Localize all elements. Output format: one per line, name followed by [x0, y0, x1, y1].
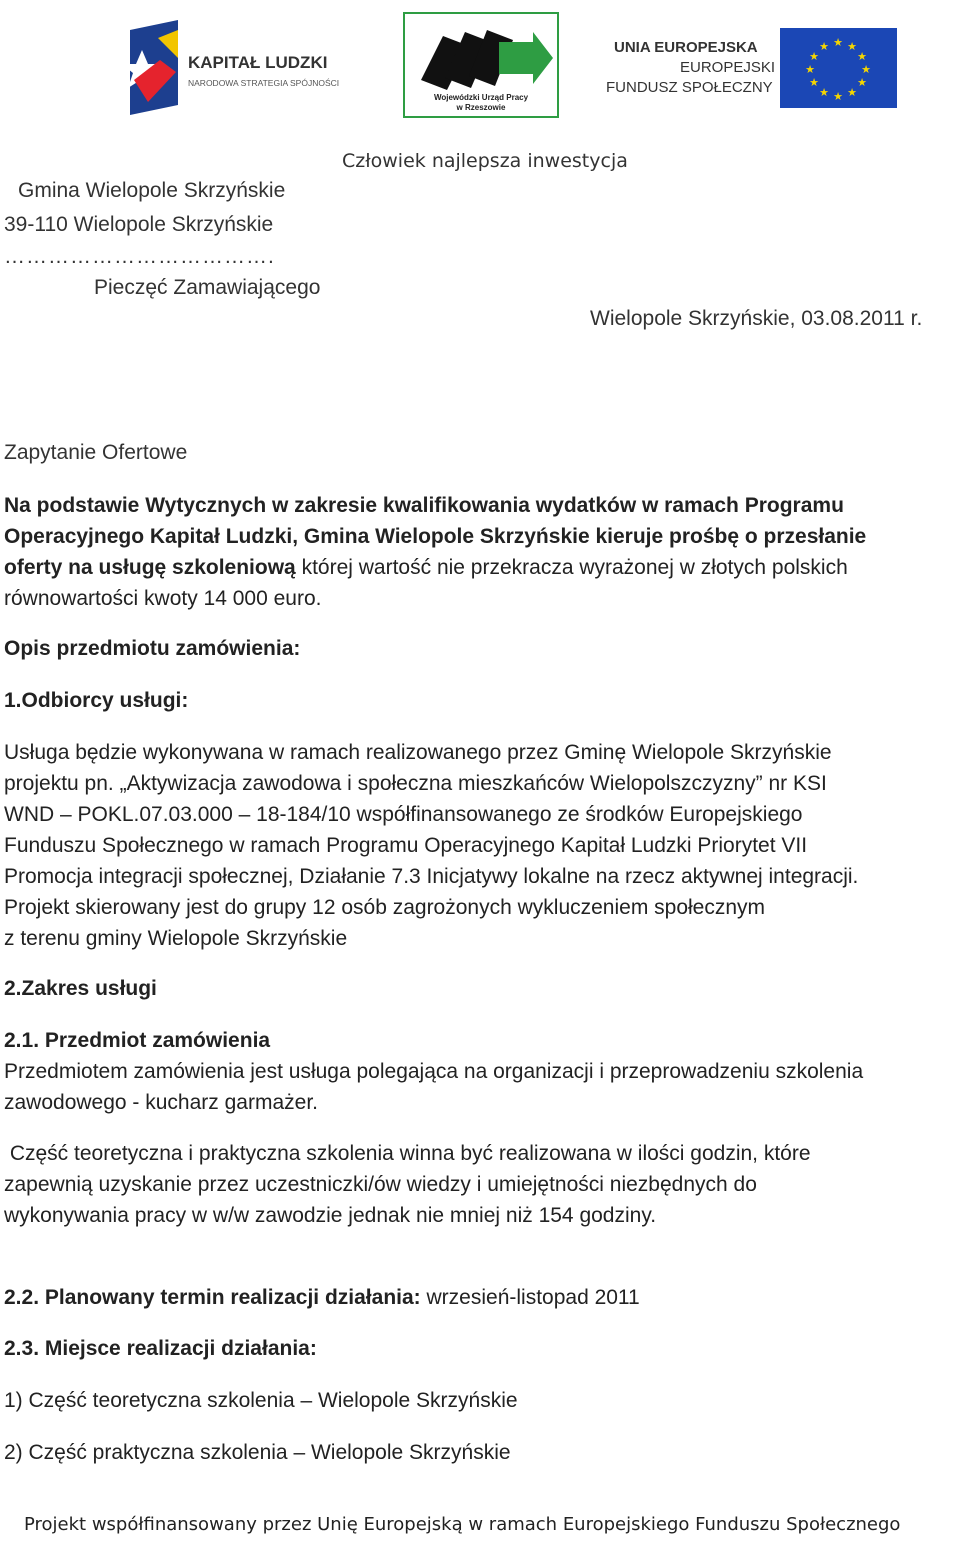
svg-text:★: ★ — [833, 90, 843, 103]
section-1-body — [4, 737, 858, 954]
svg-text:★: ★ — [847, 86, 857, 99]
document-title: Zapytanie Ofertowe — [4, 441, 188, 464]
wup-name-2: w Rzeszowie — [456, 103, 506, 112]
section-2-1-line: zawodowego - kucharz garmażer. — [4, 1091, 318, 1114]
section-1-line: Promocja integracji społecznej, Działanie 7.3 Inicjatywy lokalne na rzecz aktywnej integracji. — [4, 865, 859, 888]
svg-text:★: ★ — [819, 40, 829, 53]
intro-line-4: równowartości kwoty 14 000 euro. — [4, 587, 322, 610]
eu-logo — [600, 20, 900, 112]
section-2-1-body — [4, 1056, 863, 1118]
svg-text:★: ★ — [847, 40, 857, 53]
theory-paragraph — [4, 1138, 811, 1231]
page-footer: Projekt współfinansowany przez Unię Europejską w ramach Europejskiego Funduszu Społecznego — [24, 1514, 901, 1535]
svg-text:★: ★ — [857, 76, 867, 89]
eu-name-1: UNIA EUROPEJSKA — [614, 39, 758, 56]
stamp-label: Pieczęć Zamawiającego — [94, 276, 321, 299]
svg-text:★: ★ — [819, 86, 829, 99]
intro-line-3 — [4, 552, 866, 583]
intro-line-3-rest: której wartość nie przekracza wyrażonej w złotych polskich — [295, 556, 848, 579]
logo-bar — [0, 0, 960, 140]
section-2-1-line: Przedmiotem zamówienia jest usługa polegająca na organizacji i przeprowadzeniu szkolenia — [4, 1060, 864, 1083]
wup-name-1: Wojewódzki Urząd Pracy — [433, 93, 529, 102]
eu-name-2: EUROPEJSKI — [680, 59, 776, 76]
svg-text:★: ★ — [833, 36, 843, 49]
sender-dots: ………………………………. — [4, 245, 275, 268]
svg-text:★: ★ — [809, 76, 819, 89]
svg-text:★: ★ — [809, 50, 819, 63]
section-2-3-heading: 2.3. Miejsce realizacji działania: — [4, 1337, 317, 1360]
eu-name-3: FUNDUSZ SPOŁECZNY — [606, 79, 773, 96]
section-2-heading: 2.Zakres usługi — [4, 977, 157, 1000]
section-1-line: WND – POKL.07.03.000 – 18-184/10 współfinansowanego ze środków Europejskiego — [4, 803, 803, 826]
intro-bold-phrase: oferty na usługę szkoleniową — [4, 556, 296, 579]
motto: Człowiek najlepsza inwestycja — [342, 150, 628, 172]
section-1-line: Projekt skierowany jest do grupy 12 osób zagrożonych wykluczeniem społecznym — [4, 896, 766, 919]
svg-text:★: ★ — [857, 50, 867, 63]
wup-logo — [403, 12, 559, 118]
kapital-ludzki-sub: NARODOWA STRATEGIA SPÓJNOŚCI — [188, 78, 340, 88]
kapital-ludzki-name: KAPITAŁ LUDZKI — [188, 53, 328, 72]
intro-line-1: Na podstawie Wytycznych w zakresie kwalifikowania wydatków w ramach Programu — [4, 494, 844, 517]
kapital-ludzki-logo — [120, 20, 360, 115]
section-1-line: Usługa będzie wykonywana w ramach realizowanego przez Gminę Wielopole Skrzyńskie — [4, 741, 832, 764]
section-1-line: Funduszu Społecznego w ramach Programu Operacyjnego Kapitał Ludzki Priorytet VII — [4, 834, 808, 857]
place-1: 1) Część teoretyczna szkolenia – Wielopole Skrzyńskie — [4, 1389, 518, 1412]
section-2-1-heading: 2.1. Przedmiot zamówienia — [4, 1029, 271, 1052]
place-2: 2) Część praktyczna szkolenia – Wielopole Skrzyńskie — [4, 1441, 511, 1464]
theory-line: Część teoretyczna i praktyczna szkolenia winna być realizowana w ilości godzin, które — [4, 1142, 811, 1165]
intro-paragraph — [4, 490, 866, 614]
section-1-line: z terenu gminy Wielopole Skrzyńskie — [4, 927, 348, 950]
sender-line-2: 39-110 Wielopole Skrzyńskie — [4, 213, 274, 236]
section-1-line: projektu pn. „Aktywizacja zawodowa i społeczna mieszkańców Wielopolszczyzny” nr KSI — [4, 772, 827, 795]
section-2-2-value: wrzesień-listopad 2011 — [420, 1286, 640, 1309]
opis-heading: Opis przedmiotu zamówienia: — [4, 637, 301, 660]
section-2-2 — [4, 1285, 640, 1311]
intro-line-2: Operacyjnego Kapitał Ludzki, Gmina Wielopole Skrzyńskie kieruje prośbę o przesłanie — [4, 525, 867, 548]
svg-text:★: ★ — [861, 63, 871, 76]
theory-line: wykonywania pracy w w/w zawodzie jednak nie mniej niż 154 godziny. — [4, 1204, 657, 1227]
document-date: Wielopole Skrzyńskie, 03.08.2011 r. — [590, 307, 923, 330]
svg-text:★: ★ — [805, 63, 815, 76]
section-1-heading: 1.Odbiorcy usługi: — [4, 689, 189, 712]
sender-line-1: Gmina Wielopole Skrzyńskie — [18, 179, 286, 202]
theory-line: zapewnią uzyskanie przez uczestniczki/ów wiedzy i umiejętności niezbędnych do — [4, 1173, 757, 1196]
section-2-2-label: 2.2. Planowany termin realizacji działania: — [4, 1286, 421, 1309]
